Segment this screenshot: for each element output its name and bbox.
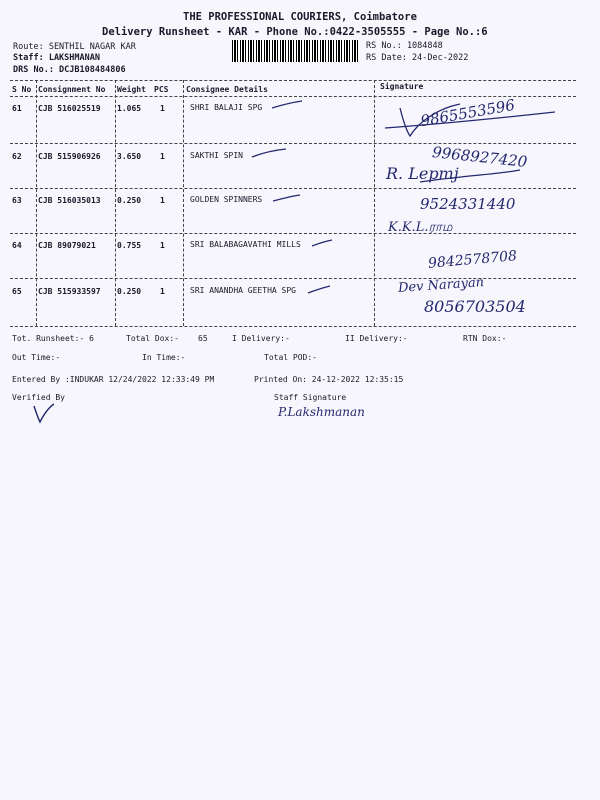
row-weight: 0.755 xyxy=(117,241,142,250)
pen-ticks xyxy=(0,0,600,340)
ii-delivery: II Delivery:- xyxy=(345,334,408,343)
row-consignee: SHRI BALAJI SPG xyxy=(190,103,263,112)
row-consignment: CJB 516035013 xyxy=(38,196,101,205)
row-sno: 63 xyxy=(12,196,22,205)
row-consignment: CJB 515906926 xyxy=(38,152,101,161)
out-time: Out Time:- xyxy=(12,353,61,362)
row-weight: 3.650 xyxy=(117,152,142,161)
total-dox-label: Total Dox:- xyxy=(126,334,179,343)
row-sno: 65 xyxy=(12,287,22,296)
row-consignment: CJB 515933597 xyxy=(38,287,101,296)
row-sno: 62 xyxy=(12,152,22,161)
runsheet-title: Delivery Runsheet - KAR - Phone No.:0422-3505555 - Page No.:6 xyxy=(102,26,488,38)
row62-phone-handwriting: 9968927420 xyxy=(431,143,529,171)
rs-date: RS Date: 24-Dec-2022 xyxy=(366,53,469,63)
verified-by-label: Verified By xyxy=(12,393,65,402)
row-consignment: CJB 516025519 xyxy=(38,104,101,113)
col-consignment: Consignment No xyxy=(38,85,106,94)
row-consignee: SRI BALABAGAVATHI MILLS xyxy=(190,240,301,249)
route-label: Route: SENTHIL NAGAR KAR xyxy=(13,42,136,52)
row61-phone-handwriting: 9865553596 xyxy=(419,95,517,131)
col-pcs: PCS xyxy=(154,85,169,94)
row-weight: 0.250 xyxy=(117,287,142,296)
company-title: THE PROFESSIONAL COURIERS, Coimbatore xyxy=(183,11,417,23)
printed-on: Printed On: 24-12-2022 12:35:15 xyxy=(254,375,404,384)
rtn-dox: RTN Dox:- xyxy=(463,334,507,343)
col-signature: Signature xyxy=(380,82,424,91)
row-consignment: CJB 89079021 xyxy=(38,241,96,250)
row-consignee: SAKTHI SPIN xyxy=(190,151,243,160)
in-time: In Time:- xyxy=(142,353,186,362)
total-dox-value: 65 xyxy=(198,334,208,343)
drs-number: DRS No.: DCJB108484806 xyxy=(13,65,126,75)
row65-phone-handwriting: 8056703504 xyxy=(424,297,526,316)
row63-name-handwriting: K.K.L.ராம xyxy=(388,220,453,235)
i-delivery: I Delivery:- xyxy=(232,334,290,343)
col-consignee: Consignee Details xyxy=(186,85,268,94)
row-consignee: SRI ANANDHA GEETHA SPG xyxy=(190,286,296,295)
row-pcs: 1 xyxy=(160,152,165,161)
row-weight: 1.065 xyxy=(117,104,142,113)
row-consignee: GOLDEN SPINNERS xyxy=(190,195,263,204)
total-runsheet: Tot. Runsheet:- 6 xyxy=(12,334,94,343)
row64-phone-handwriting: 9842578708 xyxy=(427,248,518,272)
col-weight: Weight xyxy=(117,85,146,94)
rs-number: RS No.: 1084848 xyxy=(366,41,443,51)
row65-name-handwriting: Dev Narayan xyxy=(397,275,485,296)
row-weight: 0.250 xyxy=(117,196,142,205)
staff-signature-handwriting: P.Lakshmanan xyxy=(278,405,365,419)
verified-by-signature xyxy=(30,402,60,426)
row-pcs: 1 xyxy=(160,287,165,296)
entered-by: Entered By :INDUKAR 12/24/2022 12:33:49 PM xyxy=(12,375,215,384)
row-pcs: 1 xyxy=(160,104,165,113)
row62-name-handwriting: R. Lepmj xyxy=(386,164,459,183)
row-sno: 61 xyxy=(12,104,22,113)
row-sno: 64 xyxy=(12,241,22,250)
col-sno: S No xyxy=(12,85,32,94)
row63-phone-handwriting: 9524331440 xyxy=(420,195,516,213)
total-pod: Total POD:- xyxy=(264,353,317,362)
row-pcs: 1 xyxy=(160,241,165,250)
row-pcs: 1 xyxy=(160,196,165,205)
staff-signature-label: Staff Signature xyxy=(274,393,347,402)
staff-label: Staff: LAKSHMANAN xyxy=(13,53,100,63)
